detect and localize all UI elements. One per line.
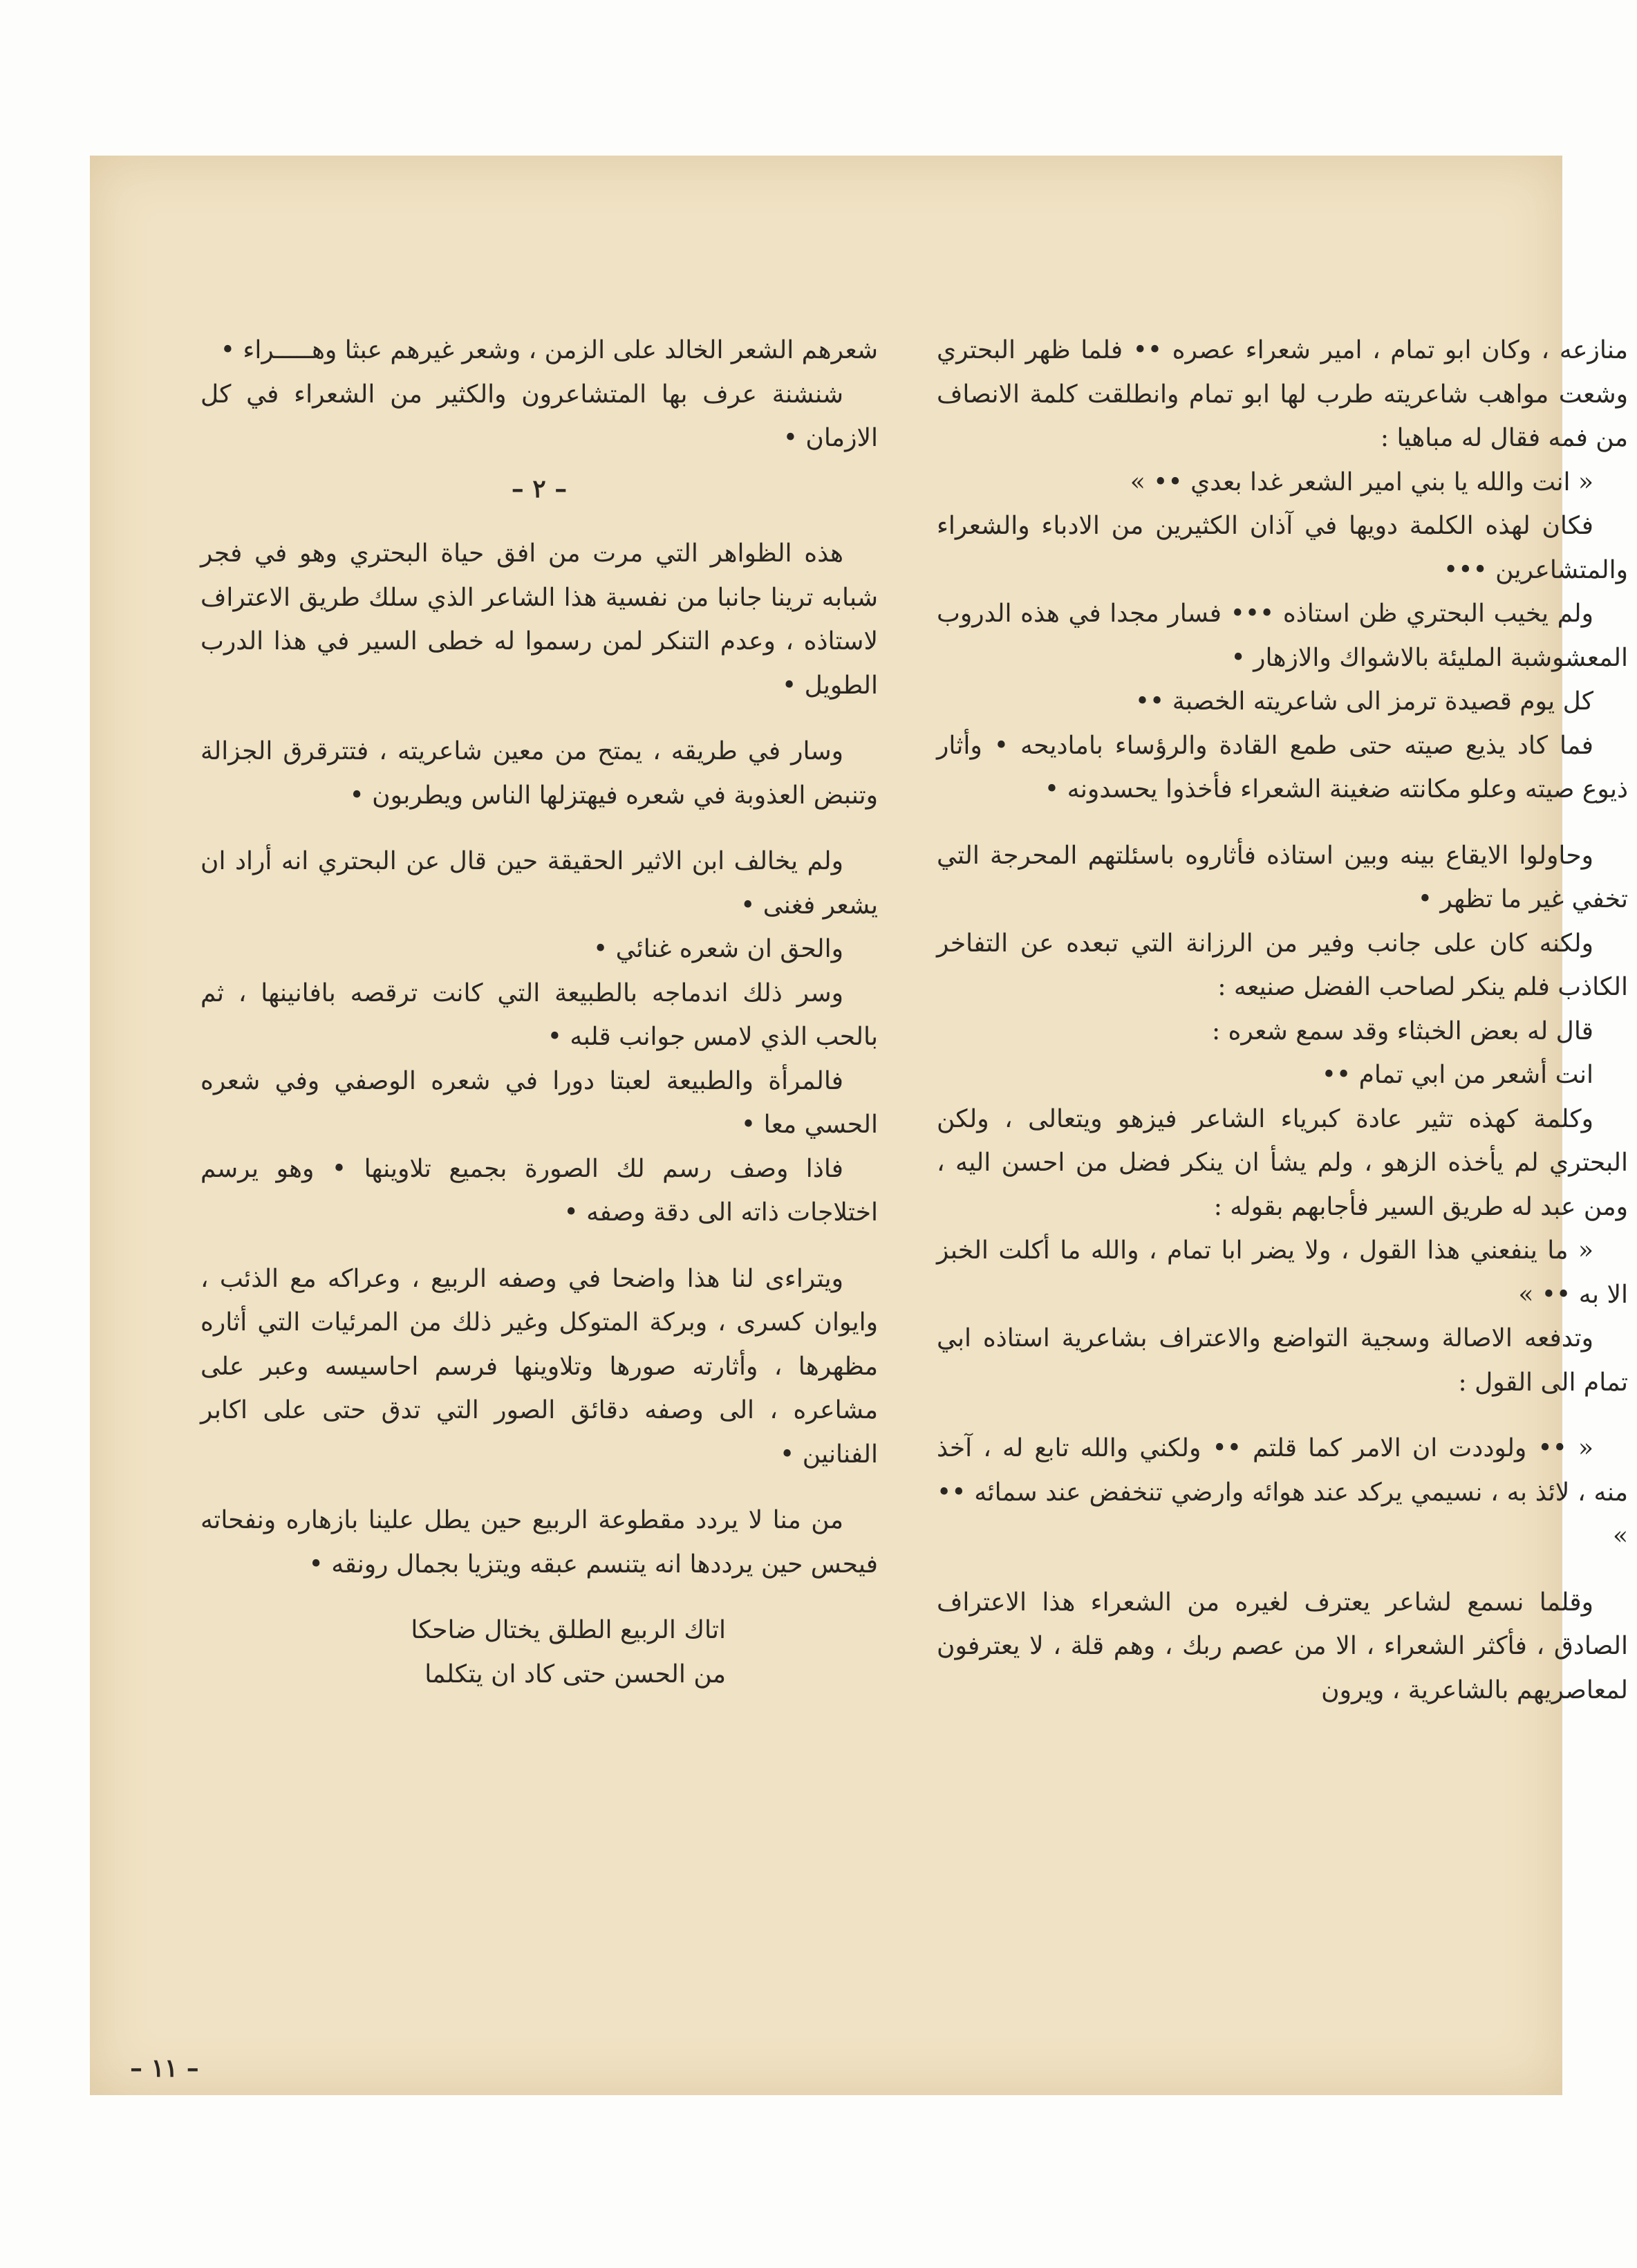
paragraph: وسر ذلك اندماجه بالطبيعة التي كانت ترقصه بافانينها ، ثم بالحب الذي لامس جوانب قلبه • <box>200 978 878 1051</box>
paragraph: شعرهم الشعر الخالد على الزمن ، وشعر غيرهم عبثا وهـــــراء • <box>220 336 878 364</box>
quote: « ما ينفعني هذا القول ، ولا يضر ابا تمام ، والله ما أكلت الخبز الا به •• » <box>937 1236 1628 1309</box>
paragraph: هذه الظواهر التي مرت من افق حياة البحتري وهو في فجر شبابه ترينا جانبا من نفسية هذا الشاعر الذي سلك طريق الاعتراف لاستاذه ، وعدم التنكر لمن رسموا له خطى السير في هذا الدرب الطويل • <box>200 539 878 700</box>
paragraph: وسار في طريقه ، يمتح من معين شاعريته ، فتترقرق الجزالة وتنبض العذوبة في شعره فيهتزلها الناس ويطربون • <box>200 737 878 810</box>
paragraph: ويتراءى لنا هذا واضحا في وصفه الربيع ، وعراكه مع الذئب ، وايوان كسرى ، وبركة المتوكل وغير ذلك من المرئيات التي أثاره مظهرها ، وأثارته صورها وتلاوينها فرسم احاسيسه وعبر على مشاعره ، الى وصفه دقائق الصور التي تدق حتى على اكابر الفنانين • <box>200 1264 878 1469</box>
page-number: – ١١ – <box>130 2054 199 2083</box>
paragraph: والحق ان شعره غنائي • <box>592 935 843 963</box>
quote: انت أشعر من ابي تمام •• <box>1321 1061 1593 1089</box>
paragraph: كل يوم قصيدة ترمز الى شاعريته الخصبة •• <box>1134 687 1593 716</box>
paragraph: شنشنة عرف بها المتشاعرون والكثير من الشعراء في كل الازمان • <box>200 380 878 452</box>
paragraph: منازعه ، وكان ابو تمام ، امير شعراء عصره •• فلما ظهر البحتري وشعت مواهب شاعريته طرب لها ابو تمام وانطلقت كلمة الانصاف من فمه فقال له مباهيا : <box>937 336 1628 452</box>
quote: « •• ولوددت ان الامر كما قلتم •• ولكني والله تابع له ، آخذ منه ، لائذ به ، نسيمي يركد عند هوائه وارضي تنخفض عند سمائه •• » <box>937 1434 1628 1550</box>
magazine-page <box>90 156 1629 2095</box>
paragraph: فالمرأة والطبيعة لعبتا دورا في شعره الوصفي وفي شعره الحسي معا • <box>200 1066 878 1139</box>
left-column <box>200 328 878 1696</box>
paragraph: ولكنه كان على جانب وفير من الرزانة التي تبعده عن التفاخر الكاذب فلم ينكر لصاحب الفضل صنيعه : <box>937 929 1628 1001</box>
verse-line: اتاك الربيع الطلق يختال ضاحكا <box>411 1616 726 1644</box>
paragraph: وتدفعه الاصالة وسجية التواضع والاعتراف بشاعرية استاذه ابي تمام الى القول : <box>937 1324 1628 1397</box>
paragraph: وقلما نسمع لشاعر يعترف لغيره من الشعراء هذا الاعتراف الصادق ، فأكثر الشعراء ، الا من عصم ربك ، وهم قلة ، لا يعترفون لمعاصريهم بالشاعرية ، ويرون <box>937 1588 1628 1704</box>
paragraph: من منا لا يردد مقطوعة الربيع حين يطل علينا بازهاره ونفحاته فيحس حين يرددها انه يتنسم عبقه ويتزيا بجمال رونقه • <box>200 1506 878 1579</box>
quote: « انت والله يا بني امير الشعر غدا بعدي •• » <box>1130 467 1593 496</box>
paragraph: ولم يخيب البحتري ظن استاذه ••• فسار مجدا في هذه الدروب المعشوشبة المليئة بالاشواك والازهار • <box>937 599 1628 672</box>
paragraph: فما كاد يذيع صيته حتى طمع القادة والرؤساء بامادیحه • وأثار ذيوع صيته وعلو مكانته ضغينة الشعراء فأخذوا يحسدونه • <box>937 731 1628 803</box>
right-column <box>937 328 1628 1712</box>
paragraph: قال له بعض الخبثاء وقد سمع شعره : <box>1211 1016 1593 1045</box>
paragraph: فاذا وصف رسم لك الصورة بجميع تلاوينها • وهو يرسم اختلاجات ذاته الى دقة وصفه • <box>200 1154 878 1227</box>
paragraph: وحاولوا الايقاع بينه وبين استاذه فأثاروه باسئلتهم المحرجة التي تخفي غير ما تظهر • <box>937 841 1628 913</box>
section-number: – ٢ – <box>511 474 568 503</box>
paragraph: فكان لهذه الكلمة دويها في آذان الكثيرين من الادباء والشعراء والمتشاعرين ••• <box>937 512 1628 584</box>
verse-line: من الحسن حتى كاد ان يتكلما <box>424 1660 726 1689</box>
paragraph: وكلمة كهذه تثير عادة كبرياء الشاعر فيزهو ويتعالى ، ولكن البحتري لم يأخذه الزهو ، ولم يشأ ان ينكر فضل من احسن اليه ، ومن عبد له طريق السير فأجابهم بقوله : <box>937 1104 1629 1221</box>
paragraph: ولم يخالف ابن الاثير الحقيقة حين قال عن البحتري انه أراد ان يشعر فغنى • <box>200 847 878 920</box>
